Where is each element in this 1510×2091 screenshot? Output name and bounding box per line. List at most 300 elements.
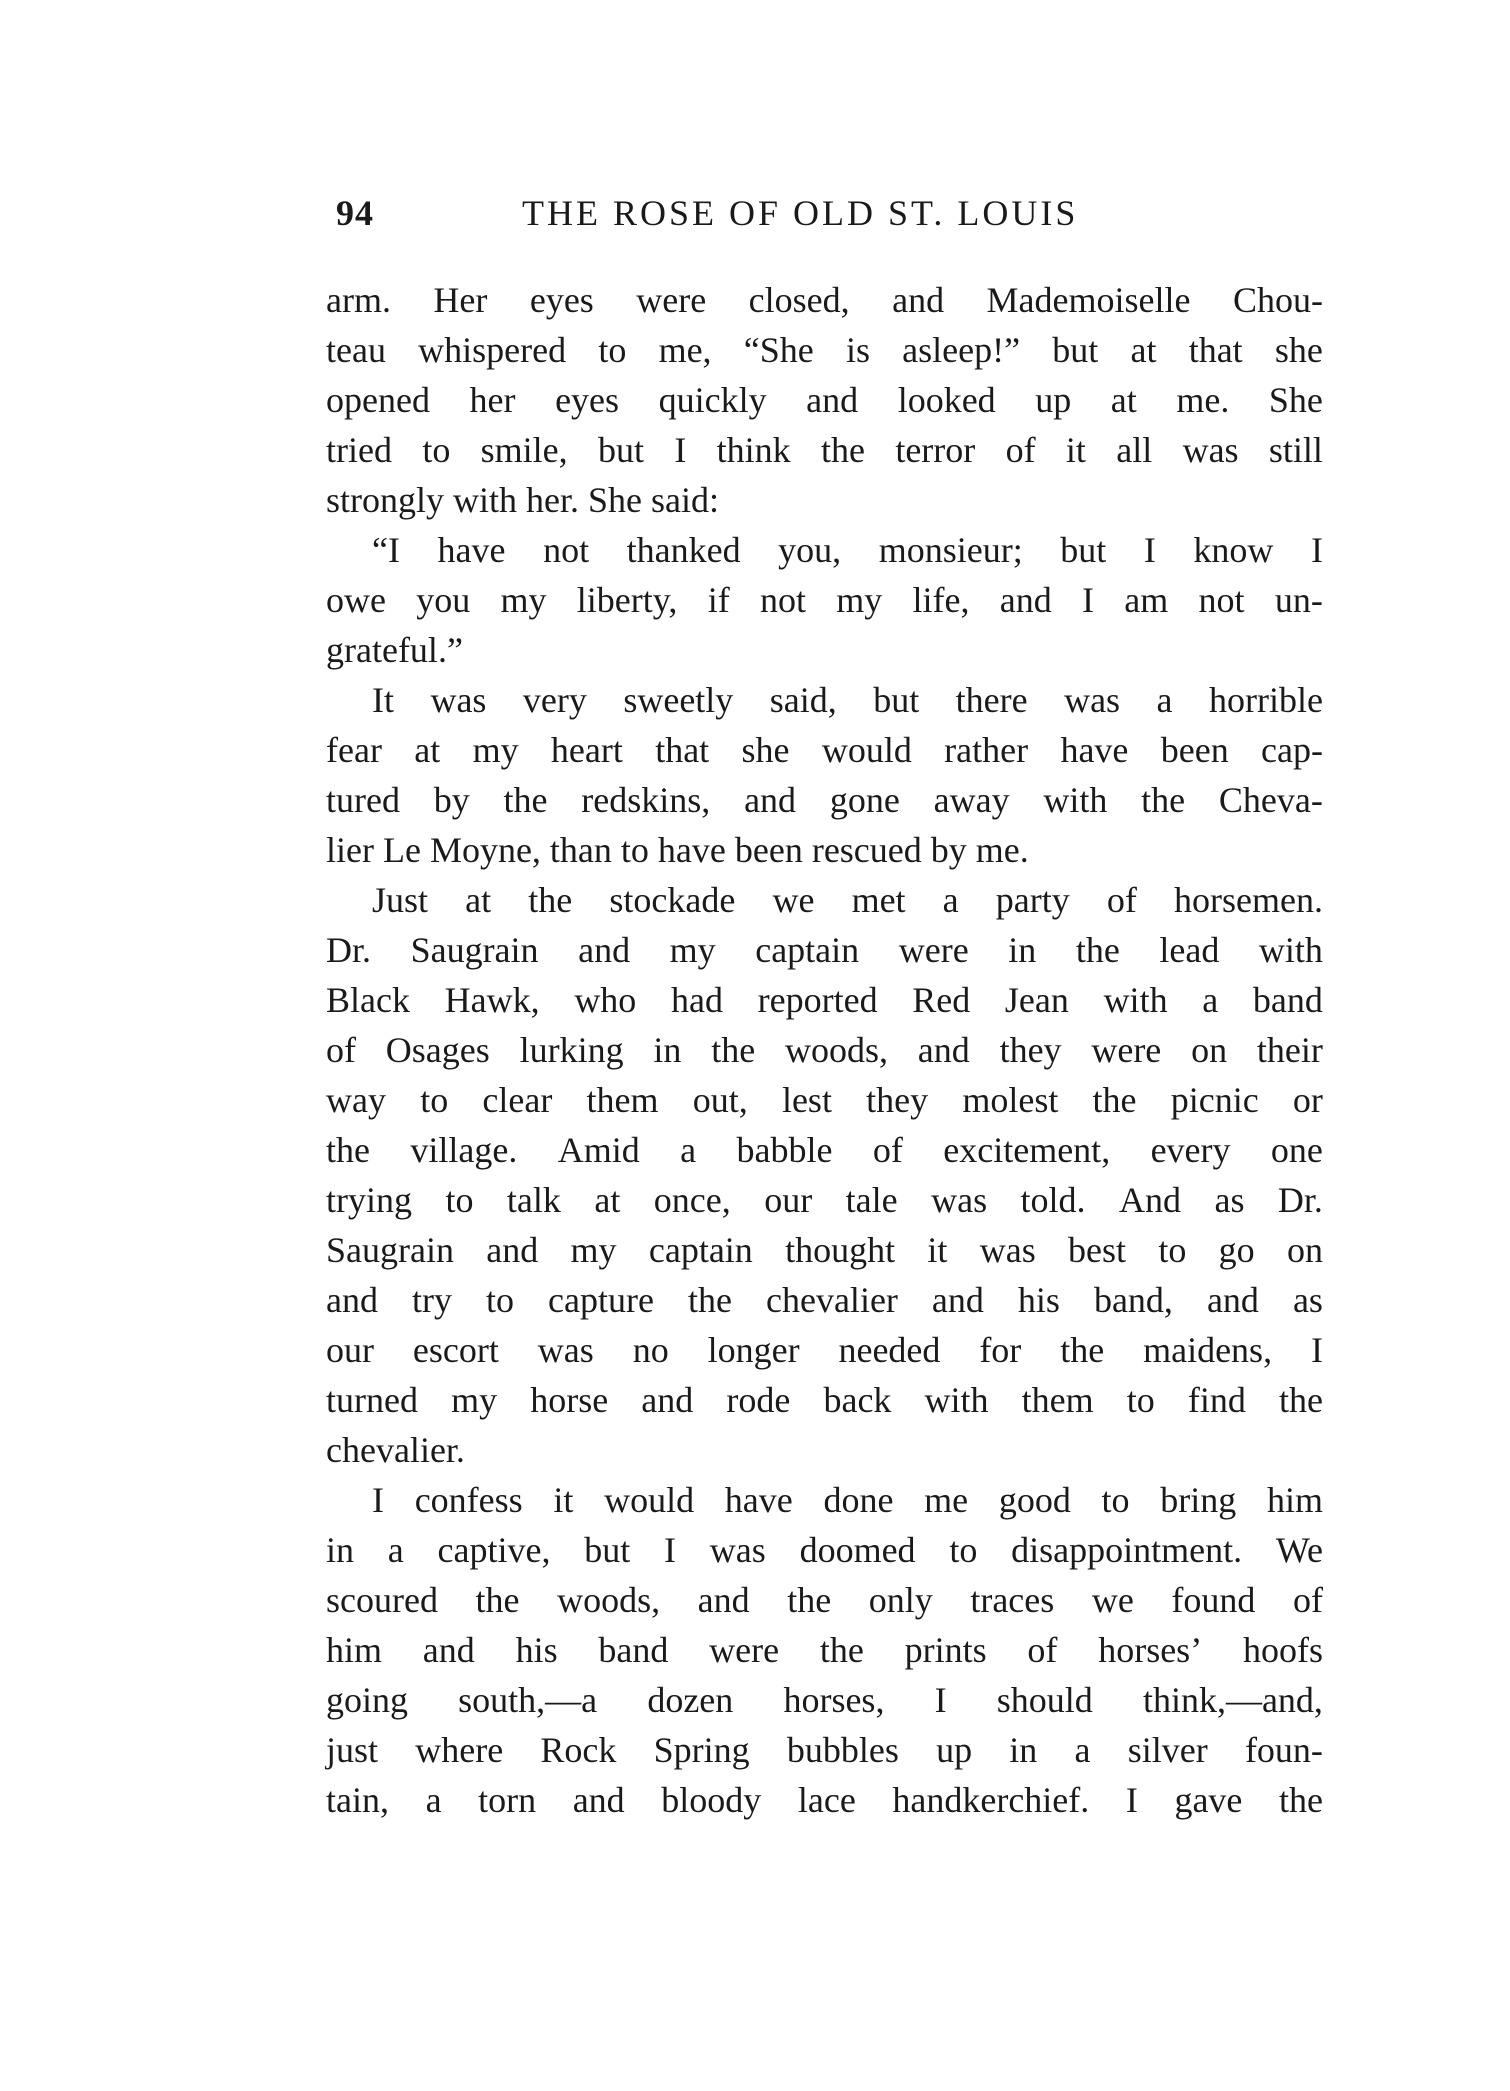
word: fear [326, 730, 382, 770]
text-line [326, 1775, 1323, 1825]
word: to [1158, 1230, 1187, 1270]
word: and [999, 580, 1052, 620]
word: and [1206, 1280, 1259, 1320]
word: she [1274, 330, 1323, 370]
word: horses, [783, 1680, 885, 1720]
word: my [472, 730, 519, 770]
word: eyes [555, 380, 620, 420]
word: lest [781, 1080, 832, 1120]
word: but [584, 1530, 631, 1570]
word: needed [838, 1330, 941, 1370]
word: we [1091, 1580, 1134, 1620]
word: the [1141, 780, 1186, 820]
word: my [669, 930, 716, 970]
word: out, [692, 1080, 748, 1120]
word: of [1005, 430, 1036, 470]
word: think,—and, [1142, 1680, 1323, 1720]
text-line [326, 1125, 1323, 1175]
word: rode [726, 1380, 791, 1420]
word: I [674, 430, 687, 470]
word: was [430, 680, 487, 720]
word: me. [1176, 380, 1230, 420]
word: the [787, 1580, 832, 1620]
word: try [412, 1280, 452, 1320]
text-line [326, 725, 1323, 775]
word: and [422, 1630, 475, 1670]
word: Her [433, 280, 488, 320]
word: I [1310, 1330, 1323, 1370]
word: for [979, 1330, 1022, 1370]
word: whispered [418, 330, 567, 370]
word: with [1103, 980, 1168, 1020]
word: and [572, 1780, 625, 1820]
word: terror [895, 430, 976, 470]
word: tured [326, 780, 400, 820]
word: had [670, 980, 723, 1020]
word: lace [797, 1780, 856, 1820]
word: there [955, 680, 1028, 720]
word: at [414, 730, 441, 770]
text-line [326, 1575, 1323, 1625]
word: as [1214, 1180, 1245, 1220]
word: redskins, [581, 780, 711, 820]
text-line [326, 425, 1323, 475]
word: at [1130, 330, 1157, 370]
text-line [326, 1025, 1323, 1075]
word: was [709, 1530, 766, 1570]
word: un- [1274, 580, 1323, 620]
word: bloody [661, 1780, 762, 1820]
text-line [326, 675, 1323, 725]
word: escort [412, 1330, 499, 1370]
text-line [326, 1275, 1323, 1325]
word: stockade [609, 880, 736, 920]
word: in [1009, 1730, 1038, 1770]
text-line [326, 275, 1323, 325]
word: to [598, 330, 627, 370]
word: gave [1174, 1780, 1243, 1820]
word: monsieur; [878, 530, 1023, 570]
text-line [326, 875, 1323, 925]
text-line [326, 1725, 1323, 1775]
word: were [636, 280, 707, 320]
word: I [664, 1530, 677, 1570]
word: you, [778, 530, 842, 570]
word: Black [326, 980, 410, 1020]
word: one [1270, 1130, 1323, 1170]
word: bubbles [786, 1730, 899, 1770]
word: woods, [557, 1580, 661, 1620]
word: the [1279, 1380, 1323, 1420]
word: and [931, 1280, 984, 1320]
word: in [326, 1530, 355, 1570]
word: horse [530, 1380, 609, 1420]
word: the [1060, 1330, 1105, 1370]
word: I [1310, 530, 1323, 570]
word: talk [506, 1180, 561, 1220]
text-line: strongly with her. She said: [326, 480, 719, 520]
word: was [1182, 430, 1239, 470]
word: me [924, 1480, 969, 1520]
word: would [821, 730, 912, 770]
word: found [1171, 1580, 1256, 1620]
word: would [604, 1480, 695, 1520]
word: the [1075, 930, 1120, 970]
word: my [836, 580, 883, 620]
word: of [1106, 880, 1137, 920]
word: not [1198, 580, 1245, 620]
word: cap- [1261, 730, 1323, 770]
word: party [995, 880, 1070, 920]
word: said, [769, 680, 837, 720]
word: silver [1127, 1730, 1208, 1770]
word: quickly [658, 380, 767, 420]
word: at [1110, 380, 1137, 420]
word: was [1064, 680, 1121, 720]
word: of [326, 1030, 356, 1070]
word: the [475, 1580, 520, 1620]
word: “I [372, 530, 400, 570]
word: to [422, 430, 451, 470]
word: lead [1159, 930, 1220, 970]
text-line: chevalier. [326, 1430, 465, 1470]
word: the [821, 430, 865, 470]
word: up [936, 1730, 973, 1770]
body-text [326, 275, 1323, 1825]
word: it [553, 1480, 574, 1520]
word: in [653, 1030, 682, 1070]
word: not [759, 580, 806, 620]
word: lurking [519, 1030, 624, 1070]
word: And [1119, 1180, 1182, 1220]
word: reported [757, 980, 878, 1020]
word: him [326, 1630, 383, 1670]
word: and [697, 1580, 750, 1620]
word: our [326, 1330, 374, 1370]
word: the [711, 1030, 756, 1070]
text-line [326, 1225, 1323, 1275]
text-line [326, 1525, 1323, 1575]
word: smile, [480, 430, 568, 470]
word: just [326, 1730, 379, 1770]
word: maidens, [1143, 1330, 1273, 1370]
word: our [764, 1180, 813, 1220]
word: the [1278, 1780, 1323, 1820]
word: was [931, 1180, 988, 1220]
word: captain [755, 930, 860, 970]
word: a [1074, 1730, 1091, 1770]
word: but [597, 430, 644, 470]
word: every [1150, 1130, 1231, 1170]
word: to [445, 1180, 474, 1220]
word: of [1027, 1630, 1058, 1670]
word: foun- [1244, 1730, 1323, 1770]
page-number: 94 [336, 193, 374, 233]
word: a [680, 1130, 697, 1170]
text-line [326, 1175, 1323, 1225]
word: Chou- [1232, 280, 1323, 320]
word: a [1156, 680, 1173, 720]
word: the [819, 1630, 864, 1670]
word: no [632, 1330, 669, 1370]
word: closed, [748, 280, 850, 320]
word: was [537, 1330, 594, 1370]
word: should [996, 1680, 1093, 1720]
word: and [326, 1280, 378, 1320]
word: been [1160, 730, 1229, 770]
word: Spring [653, 1730, 750, 1770]
word: but [1060, 530, 1107, 570]
word: chevalier [766, 1280, 898, 1320]
word: in [1008, 930, 1037, 970]
word: Red [912, 980, 971, 1020]
word: it [927, 1230, 948, 1270]
word: me, [658, 330, 712, 370]
word: horrible [1208, 680, 1323, 720]
word: with [1043, 780, 1108, 820]
word: my [451, 1380, 498, 1420]
word: and [892, 280, 945, 320]
word: or [1292, 1080, 1323, 1120]
word: Hawk, [444, 980, 540, 1020]
word: band [1252, 980, 1323, 1020]
word: village. [410, 1130, 518, 1170]
text-line [326, 1625, 1323, 1675]
word: who [574, 980, 637, 1020]
word: sweetly [623, 680, 734, 720]
word: away [933, 780, 1010, 820]
word: We [1275, 1530, 1323, 1570]
word: eyes [529, 280, 594, 320]
word: you [416, 580, 471, 620]
word: my [570, 1230, 617, 1270]
word: I [1125, 1780, 1138, 1820]
word: good [998, 1480, 1071, 1520]
text-line [326, 325, 1323, 375]
word: clear [482, 1080, 553, 1120]
word: we [772, 880, 815, 920]
text-line: grateful.” [326, 630, 463, 670]
word: my [500, 580, 547, 620]
word: gone [829, 780, 900, 820]
word: to [420, 1080, 449, 1120]
text-line: lier Le Moyne, than to have been rescued by me. [326, 830, 1029, 870]
word: tried [326, 430, 392, 470]
word: excitement, [943, 1130, 1111, 1170]
word: it [1065, 430, 1086, 470]
word: all [1116, 430, 1153, 470]
word: owe [326, 580, 386, 620]
text-line [326, 575, 1323, 625]
word: go [1218, 1230, 1255, 1270]
word: I [372, 1480, 384, 1520]
word: I [1143, 530, 1156, 570]
word: his [1017, 1280, 1060, 1320]
word: find [1187, 1380, 1246, 1420]
word: teau [326, 330, 386, 370]
word: that [1188, 330, 1243, 370]
word: but [1052, 330, 1099, 370]
word: thought [785, 1230, 896, 1270]
word: them [1021, 1380, 1094, 1420]
word: they [999, 1030, 1062, 1070]
text-line [326, 1675, 1323, 1725]
text-line [326, 1325, 1323, 1375]
word: them [586, 1080, 659, 1120]
word: a [387, 1530, 404, 1570]
word: the [688, 1280, 732, 1320]
word: going [326, 1680, 409, 1720]
word: I [934, 1680, 947, 1720]
word: a [1202, 980, 1219, 1020]
word: confess [414, 1480, 523, 1520]
word: thanked [626, 530, 741, 570]
word: still [1268, 430, 1323, 470]
word: opened [326, 380, 430, 420]
word: and [486, 1230, 539, 1270]
word: have [724, 1480, 793, 1520]
word: Osages [385, 1030, 490, 1070]
word: at [594, 1180, 621, 1220]
word: the [528, 880, 573, 920]
word: way [326, 1080, 386, 1120]
word: turned [326, 1380, 418, 1420]
word: liberty, [576, 580, 678, 620]
word: on [1191, 1030, 1228, 1070]
word: with [1258, 930, 1323, 970]
text-line [326, 1475, 1323, 1525]
running-title: THE ROSE OF OLD ST. LOUIS [522, 193, 1079, 233]
word: Jean [1004, 980, 1069, 1020]
word: with [924, 1380, 989, 1420]
word: his [515, 1630, 558, 1670]
word: him [1266, 1480, 1323, 1520]
word: told. [1020, 1180, 1086, 1220]
word: doomed [799, 1530, 916, 1570]
word: where [415, 1730, 504, 1770]
word: life, [912, 580, 970, 620]
word: a [942, 880, 959, 920]
word: molest [962, 1080, 1059, 1120]
word: horsemen. [1174, 880, 1323, 920]
word: is [845, 330, 870, 370]
word: captain [648, 1230, 753, 1270]
word: her [469, 380, 516, 420]
word: band [598, 1630, 669, 1670]
word: Mademoiselle [986, 280, 1191, 320]
word: done [823, 1480, 894, 1520]
word: very [522, 680, 587, 720]
word: woods, [784, 1030, 888, 1070]
word: on [1286, 1230, 1323, 1270]
word: disappointment. [1011, 1530, 1243, 1570]
word: not [543, 530, 590, 570]
word: I [1082, 580, 1095, 620]
word: dozen [647, 1680, 734, 1720]
word: and [744, 780, 797, 820]
text-line [326, 1075, 1323, 1125]
word: longer [707, 1330, 800, 1370]
word: to [1101, 1480, 1130, 1520]
word: arm. [326, 280, 391, 320]
word: tale [845, 1180, 898, 1220]
word: the [326, 1130, 370, 1170]
word: asleep!” [902, 330, 1021, 370]
word: and [641, 1380, 694, 1420]
text-line [326, 1375, 1323, 1425]
word: were [1091, 1030, 1162, 1070]
word: handkerchief. [892, 1780, 1090, 1820]
word: am [1124, 580, 1169, 620]
word: looked [897, 380, 996, 420]
word: they [866, 1080, 929, 1120]
word: horses’ [1098, 1630, 1203, 1670]
word: traces [970, 1580, 1055, 1620]
word: think [716, 430, 791, 470]
word: Dr. [1277, 1180, 1323, 1220]
word: up [1035, 380, 1072, 420]
word: of [872, 1130, 903, 1170]
word: were [898, 930, 969, 970]
word: picnic [1170, 1080, 1259, 1120]
word: to [1126, 1380, 1155, 1420]
word: “She [743, 330, 814, 370]
word: band, [1093, 1280, 1173, 1320]
word: was [979, 1230, 1036, 1270]
word: rather [944, 730, 1029, 770]
word: at [465, 880, 492, 920]
word: have [1060, 730, 1129, 770]
word: and [806, 380, 859, 420]
word: tain, [326, 1780, 389, 1820]
word: Saugrain [410, 930, 539, 970]
word: Cheva- [1218, 780, 1323, 820]
word: only [868, 1580, 933, 1620]
word: the [503, 780, 548, 820]
word: Saugrain [326, 1230, 454, 1270]
word: to [949, 1530, 978, 1570]
text-line [326, 925, 1323, 975]
word: of [1292, 1580, 1323, 1620]
word: Just [372, 880, 429, 920]
word: as [1292, 1280, 1323, 1320]
word: hoofs [1242, 1630, 1323, 1670]
word: and [578, 930, 631, 970]
word: trying [326, 1180, 412, 1220]
word: heart [550, 730, 623, 770]
word: the [1092, 1080, 1137, 1120]
word: that [655, 730, 710, 770]
word: capture [548, 1280, 654, 1320]
running-head [322, 192, 1322, 244]
word: and [917, 1030, 970, 1070]
word: Rock [540, 1730, 617, 1770]
word: she [741, 730, 790, 770]
word: but [873, 680, 920, 720]
text-line [326, 775, 1323, 825]
word: Amid [557, 1130, 640, 1170]
text-line [326, 375, 1323, 425]
word: prints [904, 1630, 987, 1670]
word: babble [736, 1130, 833, 1170]
word: torn [478, 1780, 537, 1820]
word: know [1193, 530, 1274, 570]
word: best [1068, 1230, 1127, 1270]
word: back [823, 1380, 892, 1420]
word: to [486, 1280, 515, 1320]
word: were [709, 1630, 780, 1670]
word: Dr. [326, 930, 371, 970]
